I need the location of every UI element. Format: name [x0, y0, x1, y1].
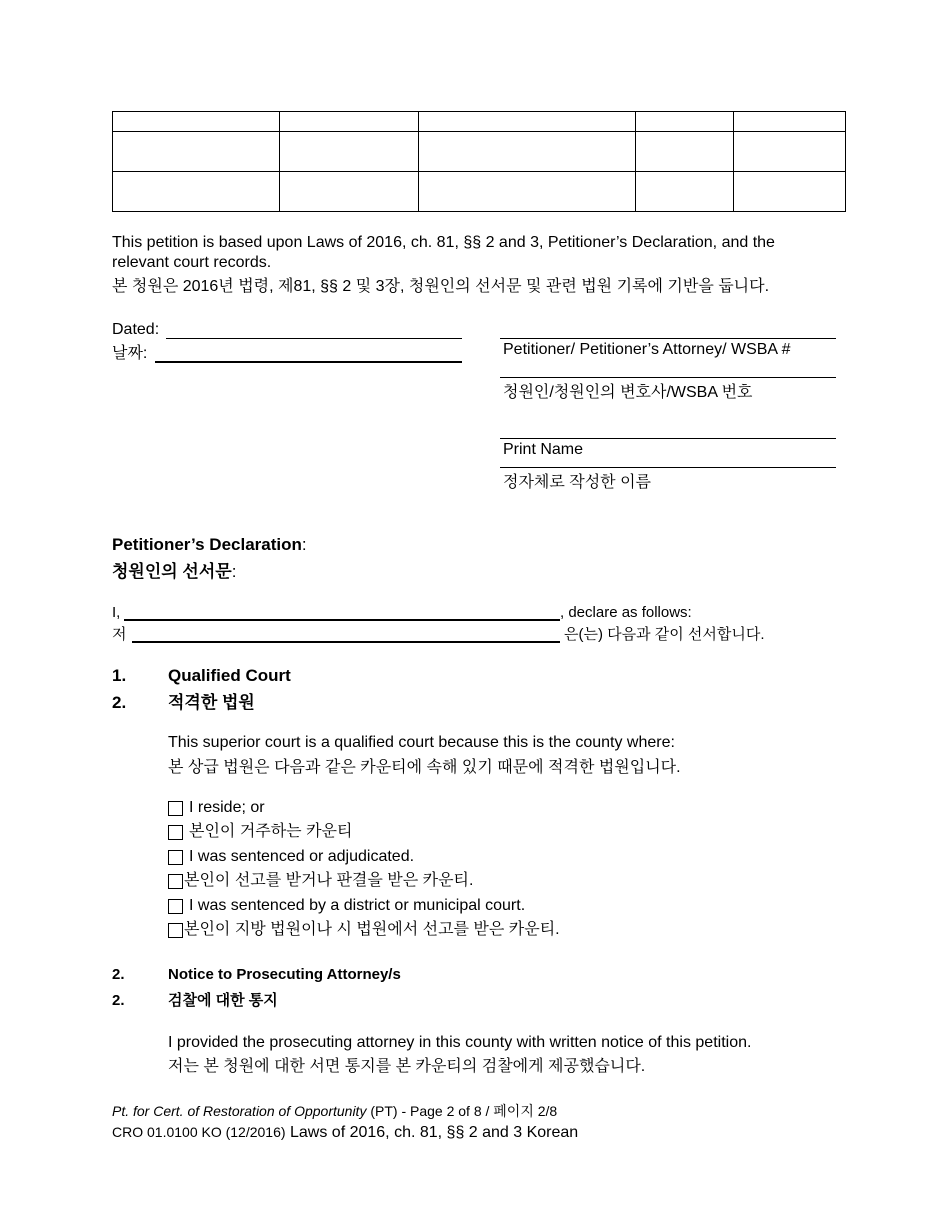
print-name-divider	[500, 467, 836, 468]
attorney-signature-line[interactable]	[500, 338, 836, 339]
declaration-heading-text: Petitioner’s Declaration	[112, 535, 302, 554]
declaration-heading-ko	[112, 561, 236, 582]
declaration-heading	[112, 534, 307, 555]
table-cell	[733, 112, 845, 132]
table-cell	[280, 132, 419, 172]
attorney-divider	[500, 377, 836, 378]
declare-suffix: , declare as follows:	[560, 604, 692, 621]
district-court-checkbox[interactable]	[168, 899, 183, 914]
district-court-ko-checkbox[interactable]	[168, 923, 183, 938]
table-cell	[280, 172, 419, 212]
petition-basis-en-line2: relevant court records.	[112, 254, 272, 271]
option-district-court	[168, 896, 525, 916]
section1-intro-ko: 본 상급 법원은 다음과 같은 카운티에 속해 있기 때문에 적격한 법원입니다.	[168, 759, 681, 776]
option-label: 본인이 선고를 받거나 판결을 받은 카운티.	[184, 872, 474, 889]
table-cell	[419, 172, 636, 212]
table-cell	[113, 112, 280, 132]
declarant-i-label: I,	[112, 604, 121, 621]
footer-form-title: Pt. for Cert. of Restoration of Opportunity	[112, 1103, 367, 1119]
option-label: I was sentenced or adjudicated.	[189, 848, 415, 865]
print-name-line[interactable]	[500, 438, 836, 439]
table-cell	[113, 172, 280, 212]
table-cell	[419, 112, 636, 132]
sentenced-ko-checkbox[interactable]	[168, 874, 183, 889]
date-line-ko[interactable]	[155, 361, 462, 363]
table-cell	[280, 112, 419, 132]
option-label: 본인이 지방 법원이나 시 법원에서 선고를 받은 카운티.	[184, 921, 560, 938]
section2-title-ko: 검찰에 대한 통지	[168, 992, 278, 1009]
print-name-label: Print Name	[503, 441, 584, 458]
reside-ko-checkbox[interactable]	[168, 825, 183, 840]
option-sentenced	[168, 847, 414, 867]
dated-line[interactable]	[166, 338, 462, 339]
print-name-label-ko: 정자체로 작성한 이름	[503, 474, 651, 491]
section2-number: 2.	[112, 966, 125, 983]
footer-line2	[112, 1124, 578, 1142]
section2-title: Notice to Prosecuting Attorney/s	[168, 966, 401, 983]
section1-title: Qualified Court	[168, 666, 291, 685]
declarant-name-line[interactable]	[124, 619, 560, 621]
table-cell	[636, 112, 733, 132]
option-sentenced-ko	[168, 871, 473, 891]
footer-form-number: CRO 01.0100 KO (12/2016)	[112, 1124, 286, 1140]
section1-number: 1.	[112, 666, 127, 685]
section2-text-ko: 저는 본 청원에 대한 서면 통지를 본 카운티의 검찰에게 제공했습니다.	[168, 1058, 646, 1075]
option-label: 본인이 거주하는 카운티	[189, 823, 353, 840]
option-reside-ko	[168, 822, 352, 842]
reside-checkbox[interactable]	[168, 801, 183, 816]
footer-laws: Laws of 2016, ch. 81, §§ 2 and 3 Korean	[285, 1124, 579, 1141]
attorney-label: Petitioner/ Petitioner’s Attorney/ WSBA #	[503, 341, 791, 358]
section1-number-ko: 2.	[112, 693, 127, 712]
section1-title-ko: 적격한 법원	[168, 693, 255, 712]
declaration-heading-ko-text: 청원인의 선서문	[112, 562, 232, 581]
declaration-heading-colon: :	[301, 535, 307, 554]
option-label: I reside; or	[189, 799, 265, 816]
petition-basis-en-line1: This petition is based upon Laws of 2016, ch. 81, §§ 2 and 3, Petitioner’s Declaration, and the	[112, 234, 775, 251]
attorney-label-ko: 청원인/청원인의 변호사/WSBA 번호	[503, 384, 753, 401]
footer-form-code: (PT) - Page 2 of 8 / 페이지 2/8	[366, 1103, 558, 1119]
declarant-name-line-ko[interactable]	[132, 641, 560, 643]
section1-intro: This superior court is a qualified court because this is the county where:	[168, 734, 675, 751]
option-district-court-ko	[168, 920, 560, 940]
petition-basis-ko: 본 청원은 2016년 법령, 제81, §§ 2 및 3장, 청원인의 선서문 및 관련 법원 기록에 기반을 둡니다.	[112, 278, 770, 295]
option-reside	[168, 798, 265, 818]
table-cell	[113, 132, 280, 172]
declare-suffix-ko: 은(는) 다음과 같이 선서합니다.	[564, 626, 765, 643]
section2-text: I provided the prosecuting attorney in this county with written notice of this petition.	[168, 1034, 752, 1051]
dated-label: Dated:	[112, 321, 160, 338]
declarant-i-label-ko: 저	[112, 626, 127, 643]
declaration-heading-ko-colon: :	[231, 562, 237, 581]
date-label-ko: 날짜:	[112, 345, 148, 362]
table-cell	[733, 172, 845, 212]
sentenced-checkbox[interactable]	[168, 850, 183, 865]
table-cell	[636, 172, 733, 212]
section2-number-ko: 2.	[112, 992, 125, 1009]
table-cell	[636, 132, 733, 172]
table-cell	[733, 132, 845, 172]
footer-line1	[112, 1102, 557, 1120]
table-cell	[419, 132, 636, 172]
top-table	[112, 111, 846, 212]
option-label: I was sentenced by a district or municipal court.	[189, 897, 526, 914]
